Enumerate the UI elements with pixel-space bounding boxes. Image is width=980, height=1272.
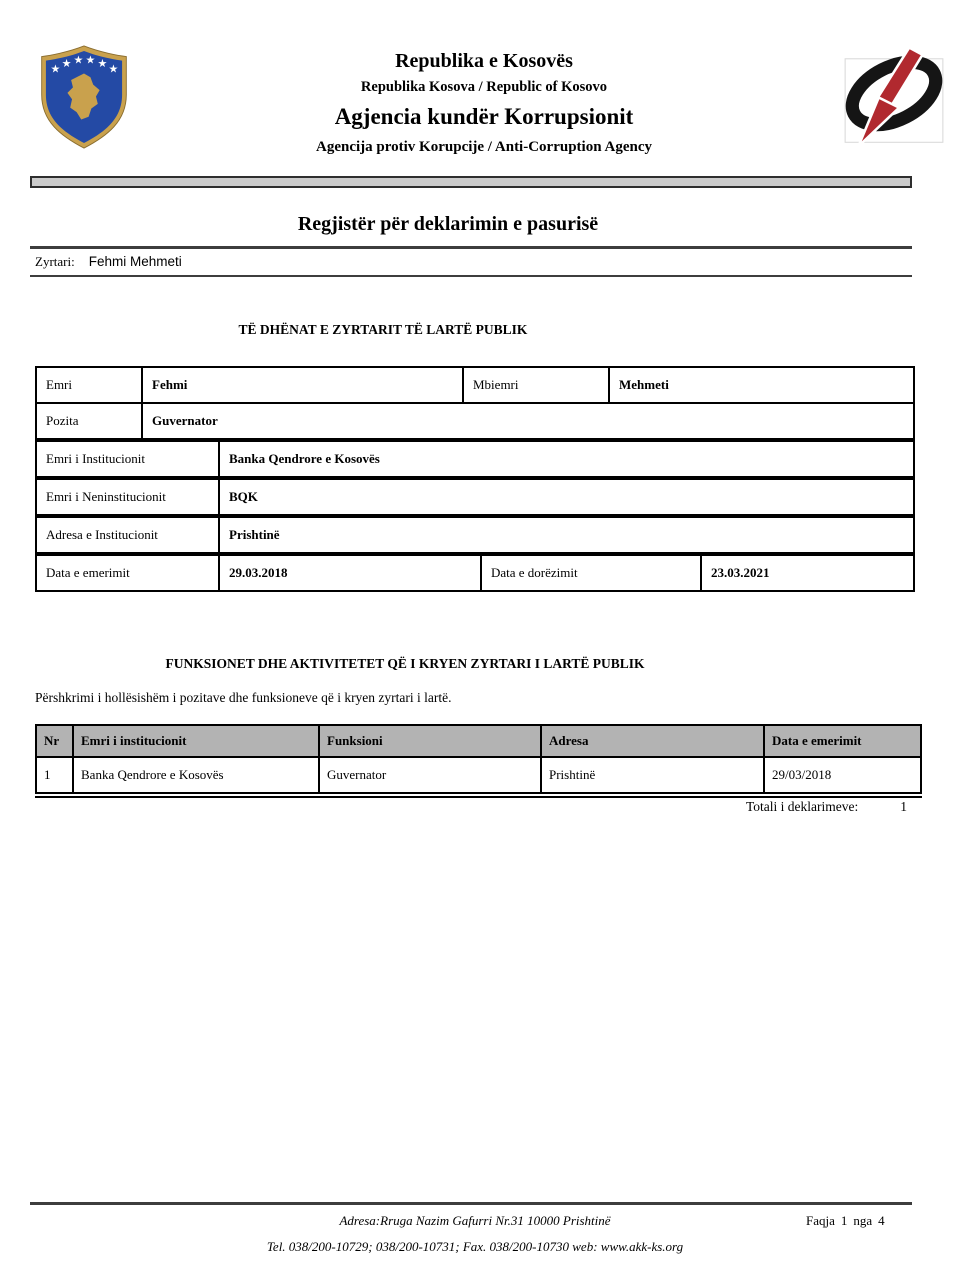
institucioni-value: Banka Qendrore e Kosovës <box>219 441 914 477</box>
official-row <box>35 254 182 270</box>
section1-heading: TË DHËNAT E ZYRTARIT TË LARTË PUBLIK <box>238 322 528 337</box>
kosovo-coat-of-arms-icon <box>38 42 130 152</box>
table-row <box>36 403 914 439</box>
pozita-label: Pozita <box>36 403 142 439</box>
mbiemri-value: Mehmeti <box>609 367 914 403</box>
total-value: 1 <box>900 799 907 814</box>
page-of-label: nga <box>853 1213 873 1228</box>
cell-institution: Banka Qendrore e Kosovës <box>73 757 319 793</box>
table-row <box>36 757 921 793</box>
footer-rule <box>30 1202 912 1205</box>
svg-text:★: ★ <box>61 58 72 71</box>
table-address <box>35 516 915 554</box>
adresa-value: Prishtinë <box>219 517 914 553</box>
col-header-function: Funksioni <box>319 725 541 757</box>
official-label: Zyrtari: <box>35 254 75 269</box>
svg-text:★: ★ <box>108 63 119 76</box>
table-row <box>36 517 914 553</box>
anti-corruption-agency-logo-icon <box>838 44 950 152</box>
official-data-table <box>35 366 915 592</box>
footer-phone-web: Tel. 038/200-10729; 038/200-10731; Fax. 038/200-10730 web: www.akk-ks.org <box>266 1239 684 1254</box>
table-row <box>36 555 914 591</box>
table-subinstitution <box>35 478 915 516</box>
data-dorezimit-value: 23.03.2021 <box>701 555 914 591</box>
official-rule <box>30 275 912 277</box>
table-name-position <box>35 366 915 440</box>
republic-name-multilingual: Republika Kosova / Republic of Kosovo <box>360 79 608 95</box>
table-row <box>36 441 914 477</box>
institucioni-label: Emri i Institucionit <box>36 441 219 477</box>
emri-label: Emri <box>36 367 142 403</box>
page-current: 1 <box>840 1213 848 1228</box>
cell-function: Guvernator <box>319 757 541 793</box>
total-label: Totali i deklarimeve: <box>745 799 859 814</box>
section2-heading: FUNKSIONET DHE AKTIVITETET QË I KRYEN ZYRTARI I LARTË PUBLIK <box>165 656 645 671</box>
data-dorezimit-label: Data e dorëzimit <box>481 555 701 591</box>
col-header-nr: Nr <box>36 725 73 757</box>
cell-nr: 1 <box>36 757 73 793</box>
declarations-total <box>35 799 915 815</box>
col-header-date: Data e emerimit <box>764 725 921 757</box>
header-divider-bar <box>30 176 912 188</box>
table-row <box>36 367 914 403</box>
table-header-row <box>36 725 921 757</box>
svg-text:★: ★ <box>97 58 108 71</box>
neninstitucioni-label: Emri i Neninstitucionit <box>36 479 219 515</box>
page-total: 4 <box>878 1213 885 1228</box>
col-header-institution: Emri i institucionit <box>73 725 319 757</box>
section2-description: Përshkrimi i hollësishëm i pozitave dhe funksioneve që i kryen zyrtari i lartë. <box>35 690 452 705</box>
svg-text:★: ★ <box>85 54 96 67</box>
official-name: Fehmi Mehmeti <box>88 254 182 269</box>
data-emerimit-value: 29.03.2018 <box>219 555 481 591</box>
table-institution <box>35 440 915 478</box>
title-rule <box>30 246 912 249</box>
cell-date: 29/03/2018 <box>764 757 921 793</box>
svg-text:★: ★ <box>50 63 61 76</box>
agency-name-multilingual: Agencija protiv Korupcije / Anti-Corruption Agency <box>316 139 652 155</box>
functions-table-wrap <box>35 724 922 798</box>
svg-text:★: ★ <box>73 54 84 67</box>
emri-value: Fehmi <box>142 367 463 403</box>
footer-contact-block <box>35 1208 915 1260</box>
pozita-value: Guvernator <box>142 403 914 439</box>
page-label: Faqja <box>806 1213 835 1228</box>
table-dates <box>35 554 915 592</box>
header-text-block <box>130 42 838 156</box>
page-indicator <box>803 1213 888 1229</box>
mbiemri-label: Mbiemri <box>463 367 609 403</box>
neninstitucioni-value: BQK <box>219 479 914 515</box>
col-header-address: Adresa <box>541 725 764 757</box>
republic-name-albanian: Republika e Kosovës <box>395 50 573 72</box>
agency-name-albanian: Agjencia kundër Korrupsionit <box>334 104 634 129</box>
data-emerimit-label: Data e emerimit <box>36 555 219 591</box>
document-title: Regjistër për deklarimin e pasurisë <box>297 213 599 235</box>
adresa-label: Adresa e Institucionit <box>36 517 219 553</box>
footer-address: Adresa:Rruga Nazim Gafurri Nr.31 10000 Prishtinë <box>339 1213 611 1228</box>
cell-address: Prishtinë <box>541 757 764 793</box>
functions-table <box>35 724 922 794</box>
table-row <box>36 479 914 515</box>
document-header <box>30 42 950 160</box>
